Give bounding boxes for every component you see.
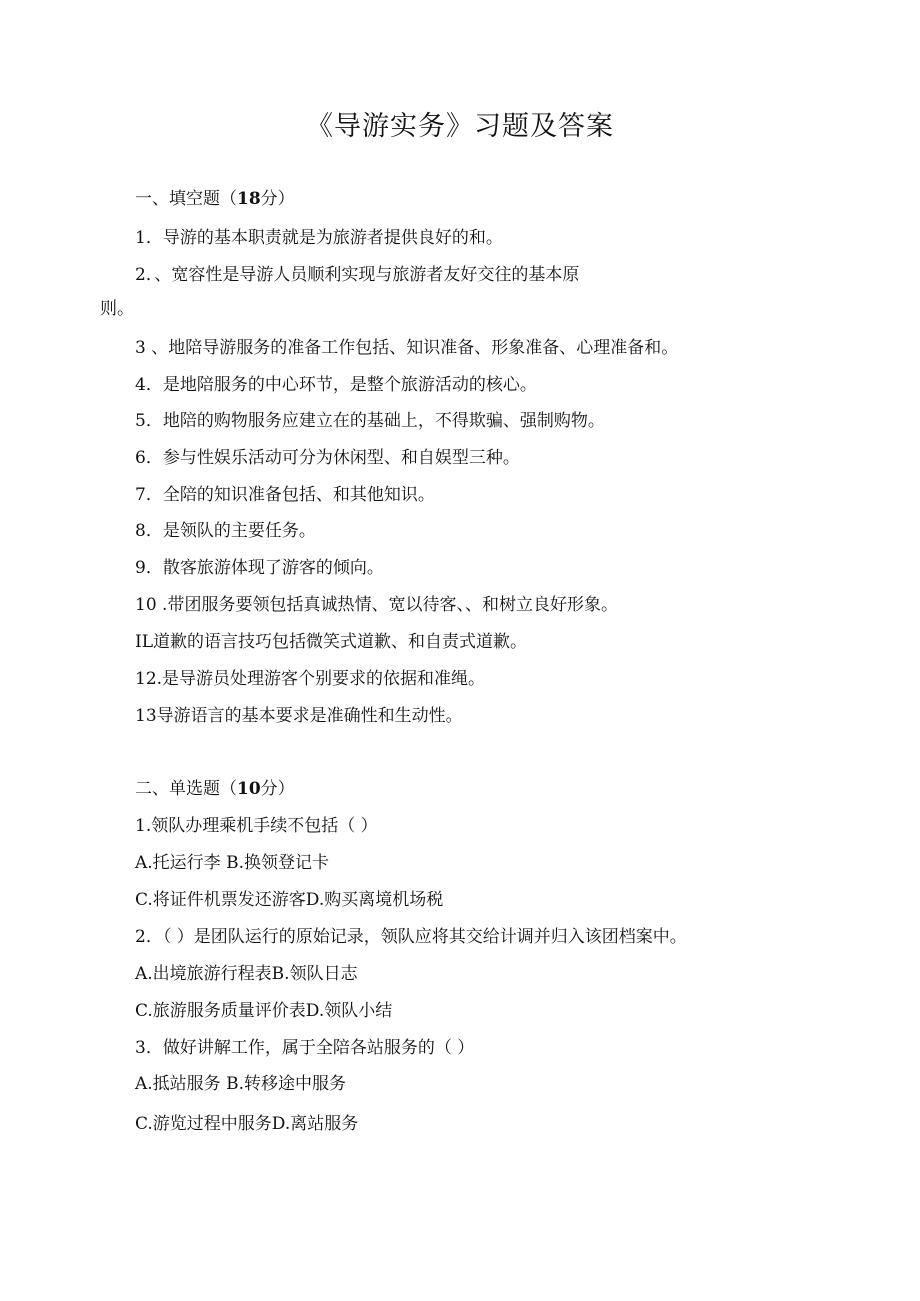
choice-question-3-options-cd: C.游览过程中服务D.离站服务 [135, 1114, 359, 1134]
choice-question-1-options-cd: C.将证件机票发还游客D.购买离境机场税 [135, 890, 444, 910]
fill-question-6: 6．参与性娱乐活动可分为休闲型、和自娱型三种。 [135, 448, 520, 468]
document-title: 《导游实务》习题及答案 [306, 111, 614, 142]
section-2-heading-suffix: 分） [260, 779, 295, 799]
section-1-heading-suffix: 分） [260, 189, 295, 209]
choice-question-2-options-ab: A.出境旅游行程表B.领队日志 [135, 964, 358, 984]
fill-question-9: 9．散客旅游体现了游客的倾向。 [135, 558, 384, 578]
choice-question-1: 1.领队办理乘机手续不包括（ ） [135, 816, 378, 836]
choice-question-1-options-ab: A.托运行李 B.换领登记卡 [135, 853, 329, 873]
fill-question-2-continued: 则。 [100, 299, 134, 319]
choice-question-2: 2．（ ）是团队运行的原始记录，领队应将其交给计调并归入该团档案中。 [135, 927, 687, 947]
section-2-heading-points: 10 [237, 779, 261, 799]
section-1-heading-prefix: 一、填空题（ [135, 189, 237, 209]
fill-question-5: 5．地陪的购物服务应建立在的基础上，不得欺骗、强制购物。 [135, 411, 605, 431]
section-1-heading-points: 18 [237, 189, 261, 209]
fill-question-12: 12.是导游员处理游客个别要求的依据和准绳。 [135, 669, 486, 689]
section-1-heading [135, 188, 295, 210]
choice-question-3: 3．做好讲解工作，属于全陪各站服务的（ ） [135, 1038, 475, 1058]
fill-question-11: IL道歉的语言技巧包括微笑式道歉、和自责式道歉。 [135, 632, 528, 652]
fill-question-13: 13导游语言的基本要求是准确性和生动性。 [135, 706, 463, 726]
choice-question-2-options-cd: C.旅游服务质量评价表D.领队小结 [135, 1001, 393, 1021]
section-2-heading-prefix: 二、单选题（ [135, 779, 237, 799]
fill-question-3: 3 、地陪导游服务的准备工作包括、知识准备、形象准备、心理准备和。 [135, 338, 679, 358]
choice-question-3-options-ab: A.抵站服务 B.转移途中服务 [135, 1074, 346, 1094]
fill-question-7: 7．全陪的知识准备包括、和其他知识。 [135, 485, 435, 505]
fill-question-4: 4．是地陪服务的中心环节，是整个旅游活动的核心。 [135, 375, 537, 395]
fill-question-10: 10 .带团服务要领包括真诚热情、宽以待客、、和树立良好形象。 [135, 595, 618, 615]
section-2-heading [135, 778, 295, 800]
fill-question-8: 8．是领队的主要任务。 [135, 521, 316, 541]
fill-question-1: 1．导游的基本职责就是为旅游者提供良好的和。 [135, 228, 503, 248]
fill-question-2: 2．、宽容性是导游人员顺利实现与旅游者友好交往的基本原 [135, 265, 580, 285]
